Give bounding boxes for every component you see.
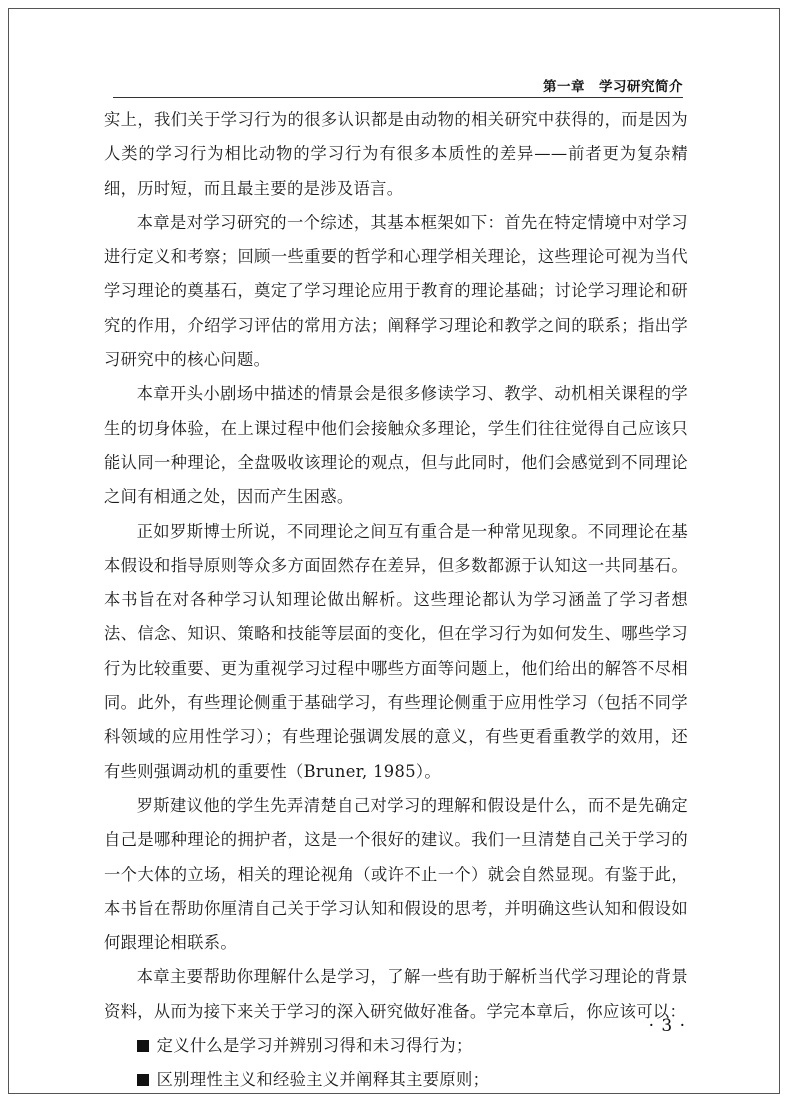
paragraph-ross-advice: 罗斯建议他的学生先弄清楚自己对学习的理解和假设是什么，而不是先确定自己是哪种理论的拥护者，这是一个很好的建议。我们一旦清楚自己关于学习的一个大体的立场，相关的理论视角（或许不止一个）就会自然显现。有鉴于此，本书旨在帮助你厘清自己关于学习认知和假设的思考，并明确这些认知和假设如何跟理论相联系。	[104, 795, 688, 953]
objective-item	[104, 1063, 688, 1097]
objective-text: 区别理性主义和经验主义并阐释其主要原则；	[156, 1070, 490, 1090]
page-number: · 3 ·	[648, 1016, 686, 1036]
objective-item	[104, 1029, 688, 1063]
paragraph-theory-overlap: 正如罗斯博士所说，不同理论之间互有重合是一种常见现象。不同理论在基本假设和指导原则等众多方面固然存在差异，但多数都源于认知这一共同基石。本书旨在对各种学习认知理论做出解析。这些理论都认为学习涵盖了学习者想法、信念、知识、策略和技能等层面的变化，但在学习行为如何发生、哪些学习行为比较重要、更为重视学习过程中哪些方面等问题上，他们给出的解答不尽相同。此外，有些理论侧重于基础学习，有些理论侧重于应用性学习（包括不同学科领域的应用性学习）；有些理论强调发展的意义，有些更看重教学的效用，还有些则强调动机的重要性（Bruner, 1985）。	[104, 521, 688, 781]
black-square-bullet-icon	[137, 1040, 149, 1052]
paragraph-chapter-goals: 本章主要帮助你理解什么是学习，了解一些有助于解析当代学习理论的背景资料，从而为接下来关于学习的深入研究做好准备。学完本章后，你应该可以：	[104, 967, 688, 1021]
paragraph-continued: 实上，我们关于学习行为的很多认识都是由动物的相关研究中获得的，而是因为人类的学习行为相比动物的学习行为有很多本质性的差异——前者更为复杂精细，历时短，而且最主要的是涉及语言。	[104, 110, 688, 198]
header-rule	[113, 97, 683, 98]
body-text	[104, 103, 688, 1098]
running-head: 第一章 学习研究简介	[543, 79, 683, 95]
objective-text: 定义什么是学习并辨别习得和未习得行为；	[156, 1036, 473, 1056]
paragraph-chapter-framework: 本章是对学习研究的一个综述，其基本框架如下：首先在特定情境中对学习进行定义和考察；回顾一些重要的哲学和心理学相关理论，这些理论可视为当代学习理论的奠基石，奠定了学习理论应用于教育的理论基础；讨论学习理论和研究的作用，介绍学习评估的常用方法；阐释学习理论和教学之间的联系；指出学习研究中的核心问题。	[104, 212, 688, 370]
paragraph-opening-scene: 本章开头小剧场中描述的情景会是很多修读学习、教学、动机相关课程的学生的切身体验，在上课过程中他们会接触众多理论，学生们往往觉得自己应该只能认同一种理论，全盘吸收该理论的观点，但与此同时，他们会感觉到不同理论之间有相通之处，因而产生困惑。	[104, 384, 688, 507]
black-square-bullet-icon	[137, 1074, 149, 1086]
